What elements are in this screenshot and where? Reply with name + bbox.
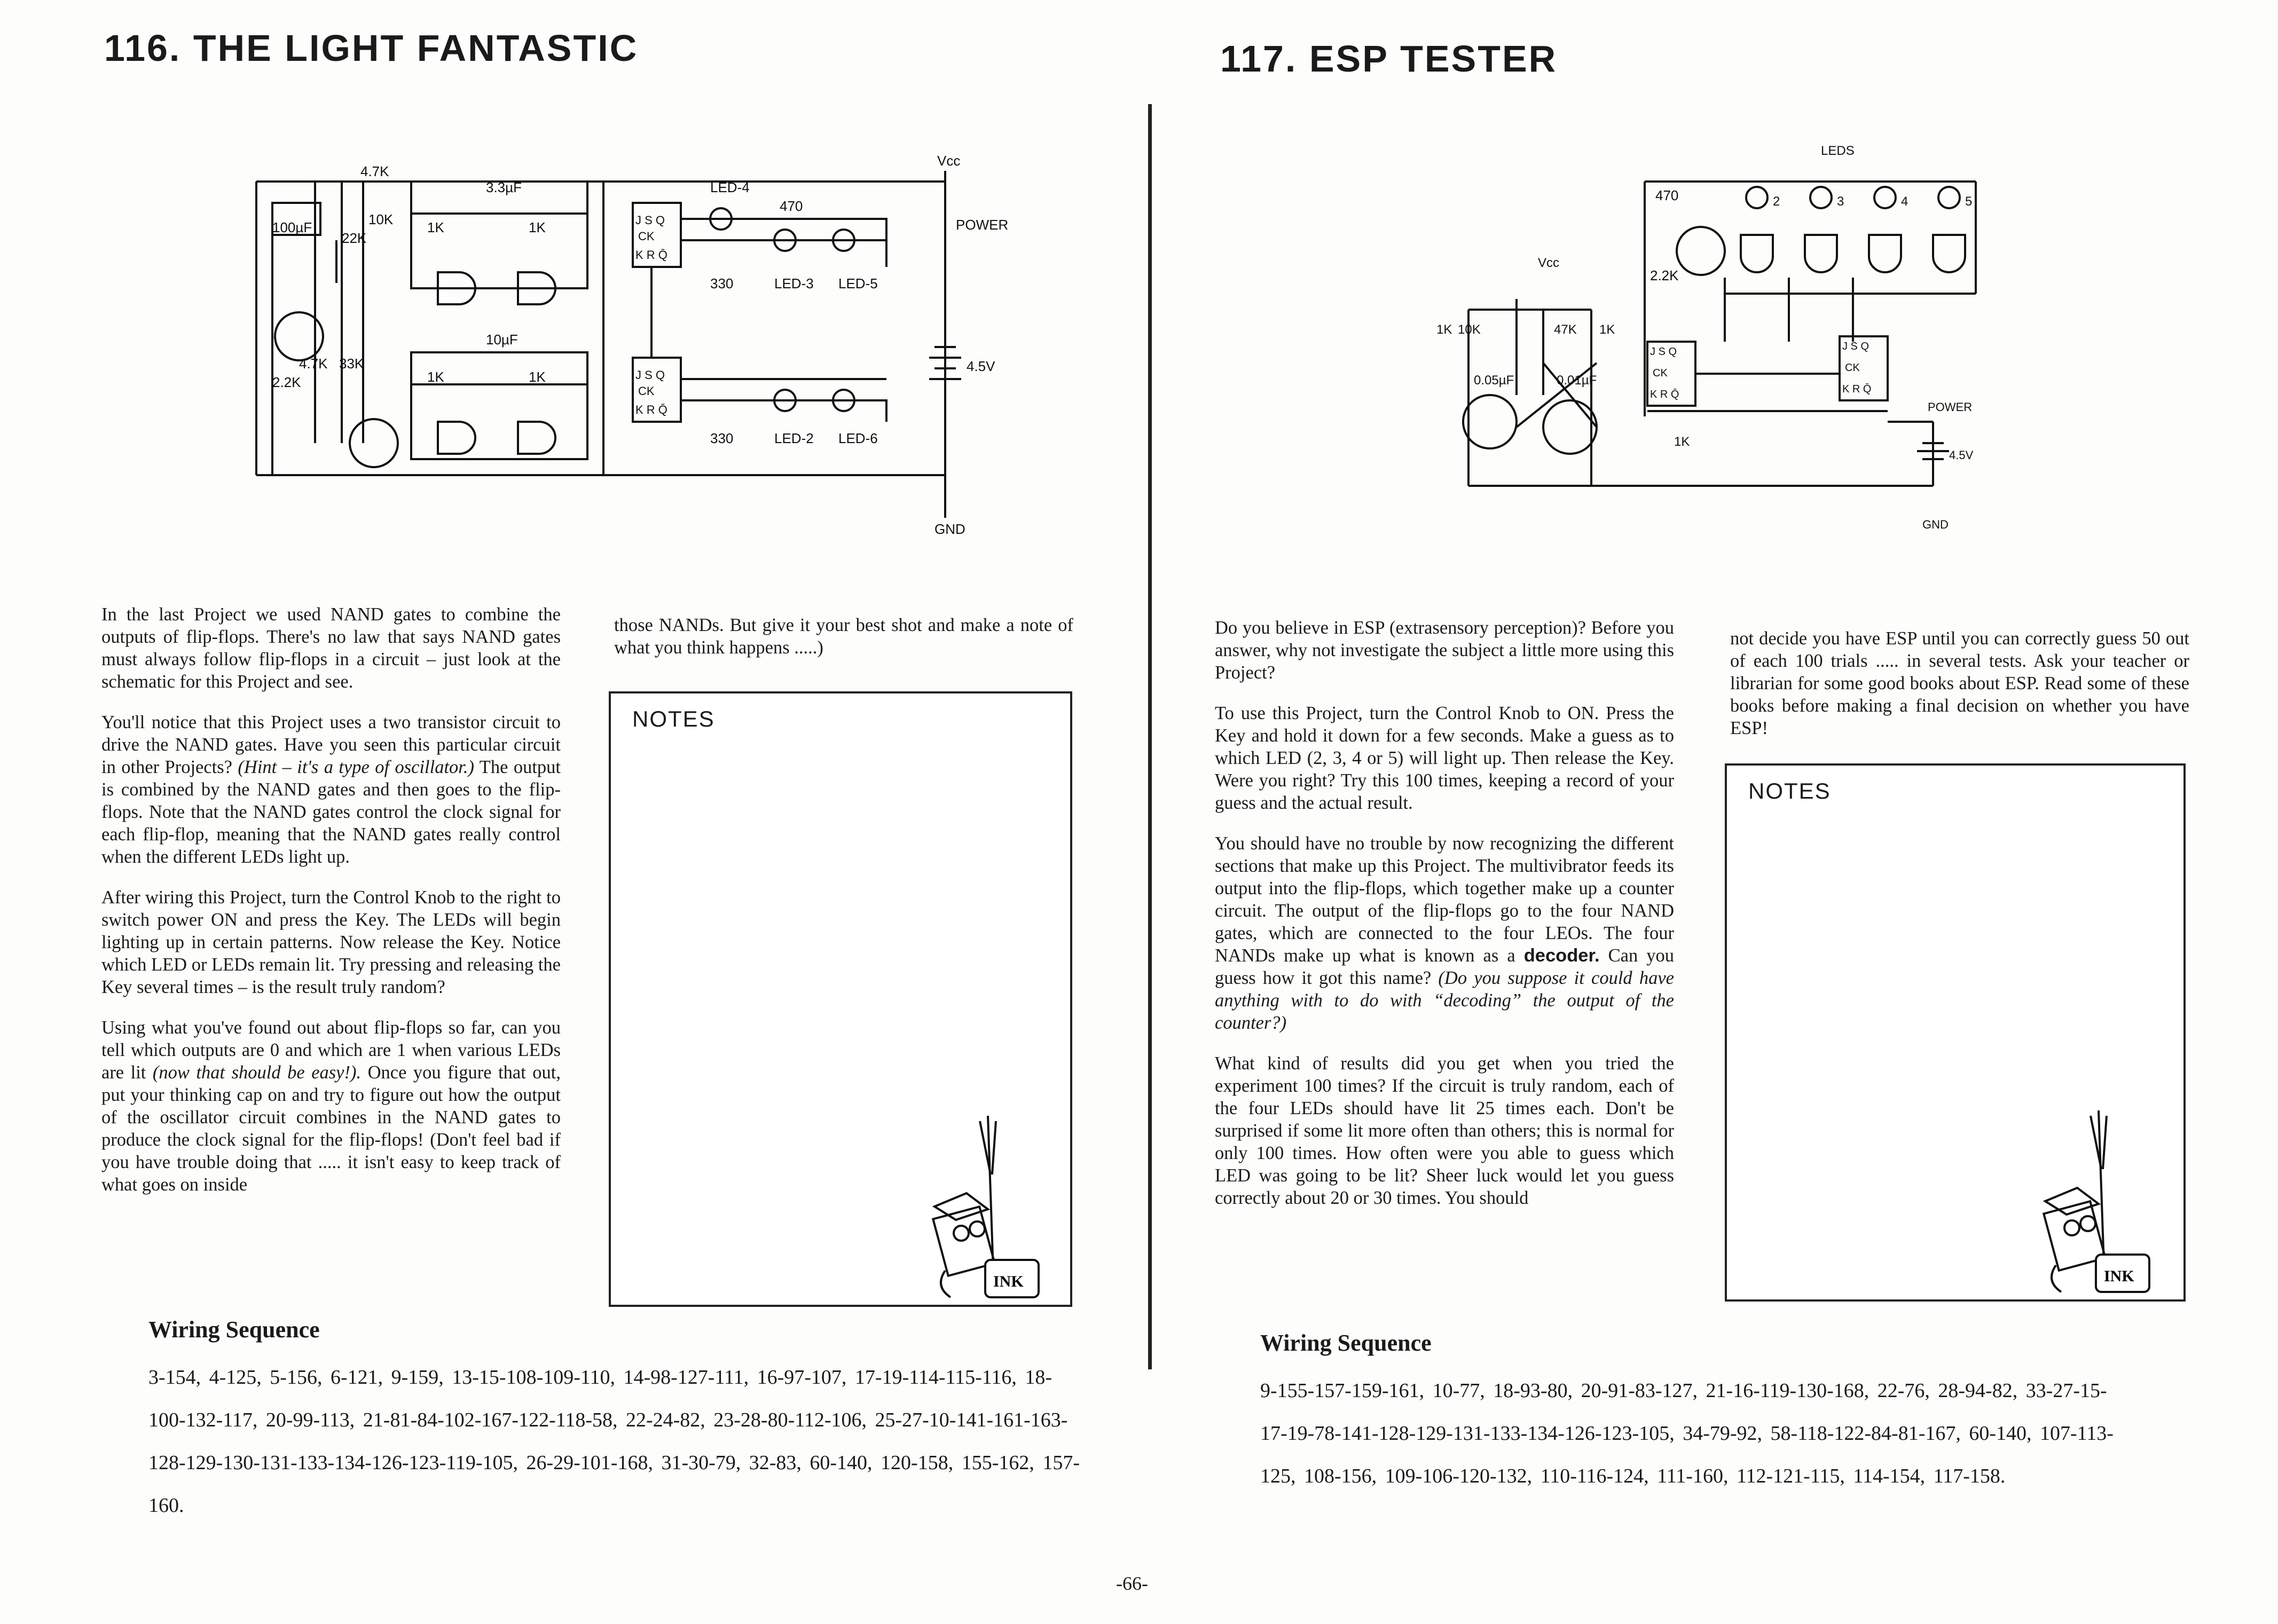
svg-text:K R Q̄: K R Q̄: [635, 248, 667, 262]
svg-text:100µF: 100µF: [272, 219, 312, 235]
svg-text:Vcc: Vcc: [1538, 256, 1560, 270]
page-title-left: 116. THE LIGHT FANTASTIC: [104, 27, 639, 69]
svg-text:J S Q: J S Q: [1842, 341, 1869, 352]
svg-text:1K: 1K: [1436, 322, 1452, 337]
svg-text:CK: CK: [1845, 362, 1860, 374]
svg-text:3: 3: [1837, 194, 1844, 209]
svg-text:LED-4: LED-4: [710, 179, 750, 195]
svg-text:1K: 1K: [427, 219, 444, 235]
svg-text:1K: 1K: [529, 369, 546, 385]
svg-text:1K: 1K: [1674, 435, 1690, 449]
svg-text:0.01µF: 0.01µF: [1557, 373, 1597, 388]
paragraph: To use this Project, turn the Control Knob to ON. Press the Key and hold it down for a few seconds. Make a guess as to which LED (2, 3, 4 or 5) will light up. Then release the Key. Were you right? Try this 100 times, keeping a record of your guess and the actual result.: [1215, 703, 1674, 813]
paragraph: What kind of results did you get when you tried the experiment 100 times? If the circuit is truly random, each of the four LEDs should have lit 25 times each. Don't be surprised if some lit more often than others; this is normal for only 100 times. How often were you able to guess which LED was going to be lit? Sheer luck would let you guess correctly about 20 or 30 times. You should: [1215, 1053, 1674, 1208]
svg-text:10µF: 10µF: [486, 332, 518, 348]
paragraph: You should have no trouble by now recognizing the different sections that make up this Project. The multivibrator feeds its output into the flip-flops, which together make up a counter circuit. The output of the flip-flops go to the four NAND gates, which are connected to the four LEOs. The four NANDs make up what is known as a decoder. Can you guess how it got this name? (Do you suppose it could have anything with to do with “decoding” the output of the counter?): [1215, 833, 1675, 1033]
svg-text:0.05µF: 0.05µF: [1474, 373, 1514, 388]
svg-text:330: 330: [710, 430, 734, 446]
svg-text:33K: 33K: [339, 356, 364, 372]
paragraph: In the last Project we used NAND gates to combine the outputs of flip-flops. There's no law that says NAND gates must always follow flip-flops in a circuit – just look at the schematic for this Project and see.: [101, 604, 561, 692]
text-column-left-1: [101, 603, 561, 1196]
svg-text:4: 4: [1901, 194, 1908, 209]
svg-text:1K: 1K: [1599, 322, 1615, 337]
svg-text:470: 470: [1655, 187, 1679, 203]
svg-text:LED-3: LED-3: [774, 275, 814, 291]
svg-text:POWER: POWER: [956, 217, 1009, 233]
paragraph: Do you believe in ESP (extrasensory perception)? Before you answer, why not investigate the subject a little more using this Project?: [1215, 618, 1674, 683]
svg-text:47K: 47K: [1554, 322, 1577, 337]
svg-text:POWER: POWER: [1928, 400, 1973, 414]
svg-text:J S Q: J S Q: [635, 214, 665, 227]
wiring-title-right: Wiring Sequence: [1260, 1330, 1432, 1356]
svg-text:CK: CK: [1653, 367, 1668, 379]
svg-text:2.2K: 2.2K: [1650, 267, 1679, 283]
svg-text:K R Q̄: K R Q̄: [635, 403, 667, 416]
wiring-sequence-left: 3-154, 4-125, 5-156, 6-121, 9-159, 13-15-108-109-110, 14-98-127-111, 16-97-107, 17-19-114-115-116, 18-100-132-117, 20-99-113, 21-81-84-102-167-122-118-58, 22-24-82, 23-28-80-112-106, 25-27-10-141-161-163-128-129-130-131-133-134-126-123-119-105, 26-29-101-168, 31-30-79, 32-83, 60-140, 120-158, 155-162, 157-160.: [148, 1366, 1080, 1517]
svg-text:330: 330: [710, 275, 734, 291]
svg-text:GND: GND: [1922, 518, 1949, 531]
svg-text:K R Q̄: K R Q̄: [1842, 383, 1872, 395]
svg-text:10K: 10K: [368, 211, 394, 227]
notes-label: NOTES: [1748, 778, 1831, 803]
bookworm-mascot-right: [2040, 1105, 2173, 1303]
bookworm-mascot-left: [929, 1110, 1063, 1308]
svg-text:INK: INK: [993, 1273, 1024, 1290]
page-divider: [1148, 104, 1152, 1369]
svg-text:J S Q: J S Q: [635, 368, 665, 382]
text-column-right-1: [1215, 617, 1674, 1209]
svg-text:LED-2: LED-2: [774, 430, 814, 446]
svg-text:GND: GND: [934, 521, 965, 537]
svg-text:4.7K: 4.7K: [299, 356, 328, 372]
schematic-esp-tester: [1436, 139, 2035, 545]
svg-text:10K: 10K: [1458, 322, 1481, 337]
paragraph: After wiring this Project, turn the Control Knob to the right to switch power ON and press the Key. The LEDs will begin lighting up in certain patterns. Now release the Key. Notice which LED or LEDs remain lit. Try pressing and releasing the Key several times – is the result truly random?: [101, 887, 561, 997]
paragraph: Using what you've found out about flip-flops so far, can you tell which outputs are 0 and which are 1 when various LEDs are lit (now that should be easy!). Once you figure that out, put your thinking cap on and try to figure out how the output of the oscillator circuit combines in the NAND gates to produce the clock signal for the flip-flops! (Don't feel bad if you have trouble doing that ..... it isn't easy to keep track of what goes on inside: [101, 1018, 561, 1195]
wiring-sequence-right: 9-155-157-159-161, 10-77, 18-93-80, 20-91-83-127, 21-16-119-130-168, 22-76, 28-94-82, 33-27-15-17-19-78-141-128-129-131-133-134-126-123-105, 34-79-92, 58-118-122-84-81-167, 60-140, 107-113-125, 108-156, 109-106-120-132, 110-116-124, 111-160, 112-121-115, 114-154, 117-158.: [1260, 1379, 2114, 1487]
page-title-right: 117. ESP TESTER: [1220, 38, 1558, 80]
svg-text:3.3µF: 3.3µF: [486, 179, 522, 195]
notes-label: NOTES: [632, 706, 715, 731]
svg-text:5: 5: [1965, 194, 1973, 209]
svg-text:2.2K: 2.2K: [272, 374, 301, 390]
svg-text:CK: CK: [638, 230, 655, 243]
text-column-left-2: those NANDs. But give it your best shot and make a note of what you think happens .....): [614, 615, 1073, 658]
svg-text:2: 2: [1773, 194, 1780, 209]
svg-text:1K: 1K: [427, 369, 444, 385]
page-number: -66-: [1116, 1573, 1148, 1594]
svg-text:4.7K: 4.7K: [360, 163, 389, 179]
svg-text:4.5V: 4.5V: [1949, 448, 1974, 462]
text-column-right-2: not decide you have ESP until you can correctly guess 50 out of each 100 trials ..... in several tests. Ask your teacher or librarian for some good books about ESP. Read some of these books before making a final decision on whether you have ESP!: [1730, 628, 2189, 738]
svg-text:CK: CK: [638, 384, 655, 398]
svg-text:LEDS: LEDS: [1821, 144, 1855, 158]
svg-text:LED-6: LED-6: [838, 430, 878, 446]
svg-text:Vcc: Vcc: [937, 153, 961, 169]
svg-text:J S Q: J S Q: [1650, 346, 1677, 358]
wiring-title-left: Wiring Sequence: [148, 1316, 320, 1343]
svg-text:1K: 1K: [529, 219, 546, 235]
svg-text:22K: 22K: [342, 230, 367, 246]
svg-text:470: 470: [780, 198, 803, 214]
svg-text:LED-5: LED-5: [838, 275, 878, 291]
svg-text:INK: INK: [2104, 1267, 2134, 1285]
paragraph: You'll notice that this Project uses a two transistor circuit to drive the NAND gates. Have you seen this particular circuit in other Projects? (Hint – it's a type of oscillator.) The output is combined by the NAND gates and then goes to the flip-flops. Note that the NAND gates control the clock signal for each flip-flop, meaning that the NAND gates really control when the different LEDs light up.: [101, 712, 561, 867]
svg-text:4.5V: 4.5V: [967, 358, 995, 374]
svg-text:K R Q̄: K R Q̄: [1650, 389, 1679, 400]
schematic-light-fantastic: [251, 144, 1009, 545]
